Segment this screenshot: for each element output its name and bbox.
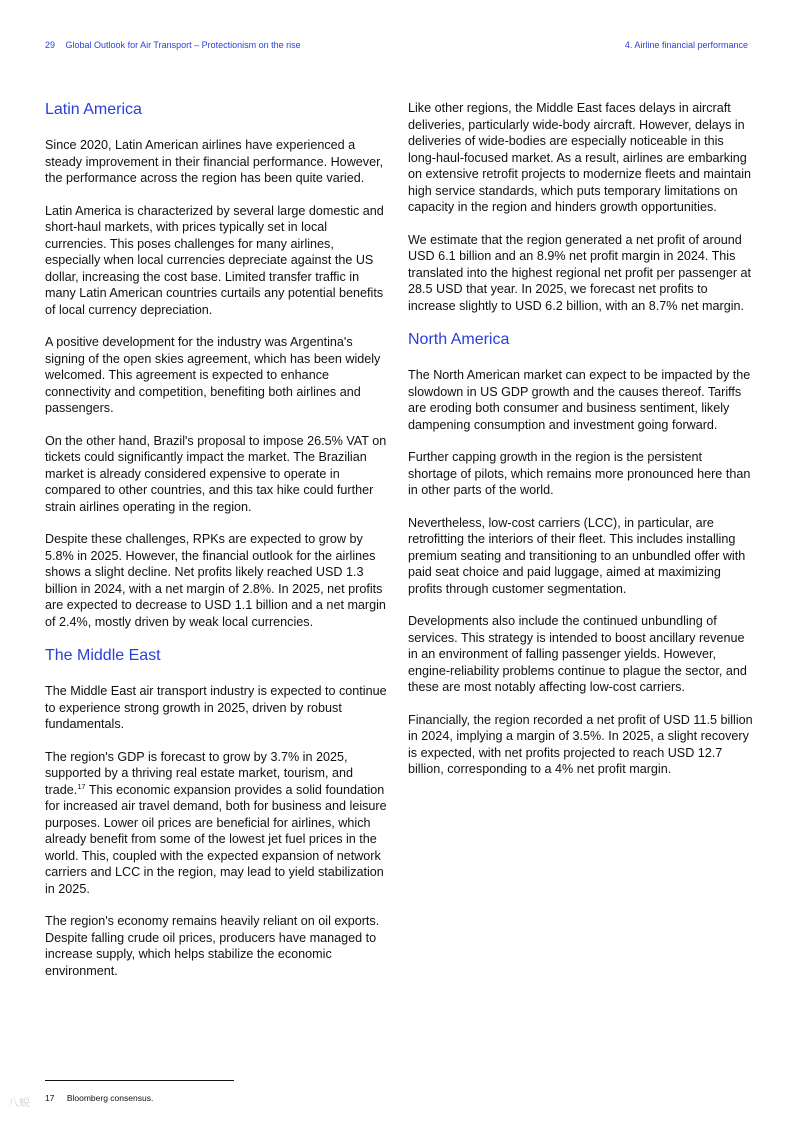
paragraph: Further capping growth in the region is the persistent shortage of pilots, which remains more pronounced here than in other parts of the world. [408, 450, 751, 497]
paragraph: A positive development for the industry was Argentina's signing of the open skies agreement, which has been widely welcomed. This agreement is expected to enhance connectivity and competition, benefiting both airlines and passengers. [45, 335, 381, 415]
running-header-left [45, 40, 301, 50]
paragraph-text: This economic expansion provides a solid foundation for increased air travel demand, both for business and leisure purposes. Lower oil prices are beneficial for airlines, which already benefit from some of the lowest jet fuel prices in the world. This, coupled with the expected expansion of network carriers and LCC in the region, may lead to yield stabilization in 2025. [45, 782, 387, 896]
paragraph: Financially, the region recorded a net profit of USD 11.5 billion in 2024, implying a margin of 3.5%. In 2025, a slight recovery is expected, with net profits projected to reach USD 12.7 billion, corresponding to a 4% net profit margin. [408, 712, 753, 776]
paragraph: The region's economy remains heavily reliant on oil exports. Despite falling crude oil prices, producers have managed to increase supply, which helps stabilize the economic environment. [45, 914, 380, 978]
section-title: 4. Airline financial performance [624, 40, 748, 50]
watermark: 八蜕 [8, 1097, 30, 1109]
footnote-divider [45, 1080, 234, 1081]
footnote [45, 1093, 153, 1103]
left-column [45, 100, 390, 995]
paragraph: Despite these challenges, RPKs are expected to grow by 5.8% in 2025. However, the financial outlook for the airlines shows a slight decline. Net profits likely reached USD 1.3 billion in 2024, with a net margin of 2.8%. In 2025, net profits are expected to decrease to USD 1.1 billion and a net margin of 2.4%, mostly driven by weak local currencies. [45, 532, 386, 629]
document-title: Global Outlook for Air Transport – Protectionism on the rise [65, 40, 301, 50]
heading-north-america: North America [408, 331, 510, 348]
paragraph-text: The region's GDP is forecast to grow by 3.7% in 2025, supported by a thriving real estate market, tourism, and trade. [45, 749, 353, 797]
heading-latin-america: Latin America [45, 101, 142, 118]
paragraph-with-footnote [45, 749, 390, 898]
paragraph: We estimate that the region generated a net profit of around USD 6.1 billion and an 8.9% net profit margin in 2024. This translated into the highest regional net profit per passenger at 28.5 USD that year. In 2025, we forecast net profits to increase slightly to USD 6.2 billion, with an 8.7% net margin. [408, 232, 752, 313]
heading-middle-east: The Middle East [45, 647, 161, 664]
paragraph: Developments also include the continued unbundling of services. This strategy is intended to boost ancillary revenue in an environment of falling passenger yields. However, engine-reliability problems continue to plague the sector, and these are most notably affecting low-cost carriers. [408, 614, 747, 694]
paragraph: The North American market can expect to be impacted by the slowdown in US GDP growth and the causes thereof. Tariffs are eroding both consumer and business sentiment, likely dampening consumption and investment going forward. [408, 368, 751, 432]
paragraph: Since 2020, Latin American airlines have experienced a steady improvement in their financial performance. However, the performance across the region has been quite varied. [45, 138, 384, 185]
paragraph: Like other regions, the Middle East faces delays in aircraft deliveries, particularly wide-body aircraft. However, delays in deliveries of wide-bodies are especially noticeable in this long-haul-focused market. As a result, airlines are embarking on extensive retrofit projects to modernize fleets and maintain high service standards, which puts temporary limitations on capacity in the region and hinders growth opportunities. [408, 101, 752, 214]
paragraph: On the other hand, Brazil's proposal to impose 26.5% VAT on tickets could significantly impact the market. The Brazilian market is already considered expensive to operate in compared to other countries, and this tax hike could further strain airlines operating in the region. [45, 433, 387, 514]
page-number: 29 [45, 40, 56, 50]
footnote-reference[interactable]: 17 [77, 781, 86, 791]
footnote-number: 17 [45, 1093, 55, 1103]
paragraph: The Middle East air transport industry is expected to continue to experience strong growth in 2025, driven by robust fundamentals. [45, 684, 387, 731]
footnote-text: Bloomberg consensus. [66, 1093, 154, 1103]
paragraph: Nevertheless, low-cost carriers (LCC), in particular, are retrofitting the interiors of their fleet. This includes installing premium seating and transitioning to an unbundled offer with paid seat choice and paid luggage, aimed at maximizing profits through customer segmentation. [408, 515, 746, 596]
paragraph: Latin America is characterized by several large domestic and short-haul markets, with prices typically set in local currencies. This poses challenges for many airlines, especially when local currencies depreciate against the US dollar, increasing the cost base. Limited transfer traffic in many Latin American countries curtails any potential benefits of local currency depreciation. [45, 203, 384, 317]
right-column [408, 100, 753, 794]
